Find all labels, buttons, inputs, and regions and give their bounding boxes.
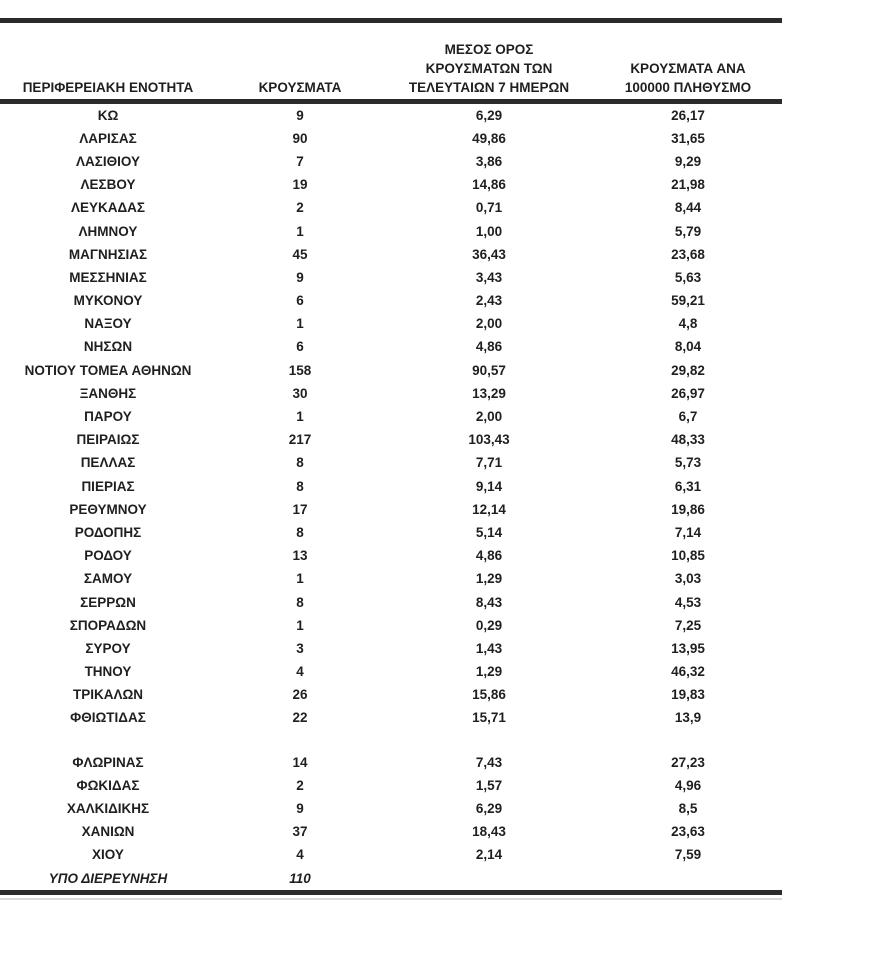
region-cell: ΡΟΔΟΥ xyxy=(84,548,132,564)
avg7-cell: 6,29 xyxy=(475,107,503,123)
region-cell: ΧΑΛΚΙΔΙΚΗΣ xyxy=(66,801,150,817)
cases-cell: 9 xyxy=(296,107,304,123)
table-row xyxy=(0,661,782,684)
per100k-cell: 3,03 xyxy=(674,571,702,587)
cases-cell: 9 xyxy=(296,269,304,285)
cases-cell: 7 xyxy=(296,153,304,169)
avg7-cell: 3,43 xyxy=(475,269,503,285)
region-cell: ΤΗΝΟΥ xyxy=(84,664,132,680)
table-header-row xyxy=(0,21,782,102)
region-cell: ΦΩΚΙΔΑΣ xyxy=(76,777,140,793)
regional-cases-table xyxy=(0,18,782,895)
region-cell: ΠΙΕΡΙΑΣ xyxy=(81,478,135,494)
cases-cell: 37 xyxy=(292,824,308,840)
table-body xyxy=(0,102,782,893)
cases-cell: 17 xyxy=(292,501,308,517)
avg7-cell: 2,43 xyxy=(475,293,503,309)
per100k-cell: 19,83 xyxy=(671,687,705,703)
cases-cell: 217 xyxy=(288,432,312,448)
table-row xyxy=(0,197,782,220)
table-row xyxy=(0,359,782,382)
table-row xyxy=(0,174,782,197)
region-cell: ΣΠΟΡΑΔΩΝ xyxy=(69,617,147,633)
per100k-cell: 7,25 xyxy=(674,617,702,633)
avg7-cell: 0,71 xyxy=(475,200,503,216)
table-row xyxy=(0,475,782,498)
column-header-line: 100000 ΠΛΗΘΥΣΜΟ xyxy=(624,80,752,95)
per100k-cell: 26,17 xyxy=(671,107,705,123)
table-row xyxy=(0,290,782,313)
avg7-cell: 14,86 xyxy=(472,177,506,193)
avg7-cell: 49,86 xyxy=(472,130,506,146)
cases-cell: 19 xyxy=(292,177,308,193)
cases-cell: 2 xyxy=(296,777,304,793)
per100k-cell: 5,79 xyxy=(674,223,702,239)
table-row xyxy=(0,336,782,359)
cases-cell: 14 xyxy=(292,754,308,770)
avg7-cell: 8,43 xyxy=(475,594,503,610)
per100k-cell: 8,04 xyxy=(674,339,702,355)
per100k-cell: 19,86 xyxy=(671,501,705,517)
avg7-cell: 7,43 xyxy=(475,754,503,770)
region-cell: ΛΗΜΝΟΥ xyxy=(78,223,138,239)
cases-cell: 6 xyxy=(296,293,304,309)
region-cell: ΤΡΙΚΑΛΩΝ xyxy=(72,687,144,703)
avg7-cell: 36,43 xyxy=(472,246,506,262)
per100k-cell: 10,85 xyxy=(671,548,705,564)
table-row xyxy=(0,313,782,336)
table-row xyxy=(0,521,782,544)
avg7-cell: 103,43 xyxy=(468,432,510,448)
avg7-cell xyxy=(384,730,594,751)
avg7-cell: 1,29 xyxy=(475,571,503,587)
table-row xyxy=(0,707,782,730)
per100k-cell: 4,8 xyxy=(678,316,698,332)
region-cell: ΝΟΤΙΟΥ ΤΟΜΕΑ ΑΘΗΝΩΝ xyxy=(24,362,192,378)
column-header-per100k xyxy=(594,21,782,102)
avg7-cell: 1,00 xyxy=(475,223,503,239)
column-header-line: ΚΡΟΥΣΜΑΤΩΝ ΤΩΝ xyxy=(425,61,553,76)
region-cell: ΜΑΓΝΗΣΙΑΣ xyxy=(68,246,148,262)
avg7-cell: 0,29 xyxy=(475,617,503,633)
avg7-cell: 18,43 xyxy=(472,824,506,840)
per100k-cell: 6,7 xyxy=(678,409,698,425)
region-cell: ΝΑΞΟΥ xyxy=(84,316,132,332)
per100k-cell: 13,95 xyxy=(671,640,705,656)
cases-cell: 8 xyxy=(296,524,304,540)
table-row xyxy=(0,867,782,893)
per100k-cell: 4,53 xyxy=(674,594,702,610)
region-cell: ΛΑΡΙΣΑΣ xyxy=(79,130,137,146)
cases-cell: 30 xyxy=(292,385,308,401)
cases-cell: 1 xyxy=(296,409,304,425)
per100k-cell: 21,98 xyxy=(671,177,705,193)
table-header xyxy=(0,21,782,102)
table-row xyxy=(0,844,782,867)
per100k-cell: 13,9 xyxy=(674,710,702,726)
avg7-cell: 12,14 xyxy=(472,501,506,517)
cases-cell: 1 xyxy=(296,617,304,633)
avg7-cell: 1,43 xyxy=(475,640,503,656)
avg7-cell: 2,00 xyxy=(475,409,503,425)
region-cell: ΛΕΣΒΟΥ xyxy=(80,177,136,193)
table-row xyxy=(0,220,782,243)
per100k-cell: 7,59 xyxy=(674,847,702,863)
table-row xyxy=(0,821,782,844)
region-cell: ΚΩ xyxy=(97,107,119,123)
table-row xyxy=(0,591,782,614)
spacer-row xyxy=(0,730,782,751)
avg7-cell: 90,57 xyxy=(472,362,506,378)
region-cell: ΧΑΝΙΩΝ xyxy=(81,824,135,840)
region-cell: ΡΟΔΟΠΗΣ xyxy=(74,524,142,540)
avg7-cell: 2,00 xyxy=(475,316,503,332)
region-cell: ΡΕΘΥΜΝΟΥ xyxy=(69,501,147,517)
cases-cell: 3 xyxy=(296,640,304,656)
region-cell: ΣΑΜΟΥ xyxy=(83,571,133,587)
region-cell: ΜΥΚΟΝΟΥ xyxy=(73,293,143,309)
region-cell: ΣΕΡΡΩΝ xyxy=(80,594,136,610)
cases-cell: 1 xyxy=(296,316,304,332)
column-header-line: ΚΡΟΥΣΜΑΤΑ ΑΝΑ xyxy=(630,61,746,76)
per100k-cell: 31,65 xyxy=(671,130,705,146)
table-row xyxy=(0,797,782,820)
region-cell: ΞΑΝΘΗΣ xyxy=(79,385,137,401)
cases-cell: 1 xyxy=(296,571,304,587)
table-row xyxy=(0,774,782,797)
cases-cell: 158 xyxy=(288,362,312,378)
table-row xyxy=(0,498,782,521)
table-row xyxy=(0,127,782,150)
region-cell: ΦΘΙΩΤΙΔΑΣ xyxy=(70,710,146,726)
avg7-cell: 7,71 xyxy=(475,455,503,471)
per100k-cell: 7,14 xyxy=(674,524,702,540)
table-row xyxy=(0,102,782,128)
region-cell xyxy=(0,730,216,751)
per100k-cell xyxy=(594,867,782,893)
table-row xyxy=(0,452,782,475)
cases-cell: 26 xyxy=(292,687,308,703)
per100k-cell: 23,68 xyxy=(671,246,705,262)
table-row xyxy=(0,243,782,266)
column-header-line: ΜΕΣΟΣ ΟΡΟΣ xyxy=(444,42,534,57)
table-row xyxy=(0,266,782,289)
per100k-cell: 48,33 xyxy=(671,432,705,448)
column-header-line: ΠΕΡΙΦΕΡΕΙΑΚΗ ΕΝΟΤΗΤΑ xyxy=(22,80,194,95)
cases-cell: 9 xyxy=(296,801,304,817)
avg7-cell: 1,57 xyxy=(475,777,503,793)
table-row xyxy=(0,545,782,568)
avg7-cell: 9,14 xyxy=(475,478,503,494)
region-cell: ΠΕΙΡΑΙΩΣ xyxy=(76,432,140,448)
cases-cell: 1 xyxy=(296,223,304,239)
region-cell: ΠΕΛΛΑΣ xyxy=(80,455,136,471)
column-header-region xyxy=(0,21,216,102)
per100k-cell xyxy=(594,730,782,751)
avg7-cell xyxy=(384,867,594,893)
avg7-cell: 15,86 xyxy=(472,687,506,703)
avg7-cell: 13,29 xyxy=(472,385,506,401)
cases-cell: 4 xyxy=(296,664,304,680)
per100k-cell: 9,29 xyxy=(674,153,702,169)
table-row xyxy=(0,382,782,405)
per100k-cell: 26,97 xyxy=(671,385,705,401)
cases-cell: 6 xyxy=(296,339,304,355)
cases-cell: 8 xyxy=(296,594,304,610)
per100k-cell: 29,82 xyxy=(671,362,705,378)
per100k-cell: 46,32 xyxy=(671,664,705,680)
cases-cell: 8 xyxy=(296,455,304,471)
cases-cell: 45 xyxy=(292,246,308,262)
region-cell: ΛΕΥΚΑΔΑΣ xyxy=(70,200,146,216)
per100k-cell: 4,96 xyxy=(674,777,702,793)
avg7-cell: 4,86 xyxy=(475,339,503,355)
per100k-cell: 5,73 xyxy=(674,455,702,471)
table-bottom-shadow-line xyxy=(0,898,782,900)
column-header-avg7 xyxy=(384,21,594,102)
region-cell: ΝΗΣΩΝ xyxy=(83,339,133,355)
per100k-cell: 6,31 xyxy=(674,478,702,494)
region-cell: ΥΠΟ ΔΙΕΡΕΥΝΗΣΗ xyxy=(48,870,168,886)
region-cell: ΦΛΩΡΙΝΑΣ xyxy=(72,754,144,770)
avg7-cell: 2,14 xyxy=(475,847,503,863)
table-row xyxy=(0,751,782,774)
cases-cell: 2 xyxy=(296,200,304,216)
table-row xyxy=(0,568,782,591)
per100k-cell: 8,44 xyxy=(674,200,702,216)
per100k-cell: 59,21 xyxy=(671,293,705,309)
column-header-line: ΤΕΛΕΥΤΑΙΩΝ 7 ΗΜΕΡΩΝ xyxy=(408,80,570,95)
avg7-cell: 15,71 xyxy=(472,710,506,726)
per100k-cell: 27,23 xyxy=(671,754,705,770)
table-row xyxy=(0,637,782,660)
region-cell: ΛΑΣΙΘΙΟΥ xyxy=(76,153,140,169)
table-row xyxy=(0,429,782,452)
avg7-cell: 1,29 xyxy=(475,664,503,680)
avg7-cell: 4,86 xyxy=(475,548,503,564)
cases-cell: 4 xyxy=(296,847,304,863)
per100k-cell: 8,5 xyxy=(678,801,698,817)
column-header-line: ΚΡΟΥΣΜΑΤΑ xyxy=(258,80,342,95)
per100k-cell: 5,63 xyxy=(674,269,702,285)
avg7-cell: 6,29 xyxy=(475,801,503,817)
region-cell: ΣΥΡΟΥ xyxy=(85,640,131,656)
cases-cell: 8 xyxy=(296,478,304,494)
avg7-cell: 3,86 xyxy=(475,153,503,169)
table-row xyxy=(0,684,782,707)
region-cell: ΧΙΟΥ xyxy=(92,847,124,863)
table-row xyxy=(0,150,782,173)
cases-cell xyxy=(216,730,384,751)
table-row xyxy=(0,614,782,637)
cases-cell: 90 xyxy=(292,130,308,146)
cases-cell: 22 xyxy=(292,710,308,726)
column-header-cases xyxy=(216,21,384,102)
per100k-cell: 23,63 xyxy=(671,824,705,840)
cases-cell: 13 xyxy=(292,548,308,564)
avg7-cell: 5,14 xyxy=(475,524,503,540)
region-cell: ΜΕΣΣΗΝΙΑΣ xyxy=(69,269,147,285)
region-cell: ΠΑΡΟΥ xyxy=(84,409,132,425)
cases-cell: 110 xyxy=(289,870,311,886)
table-row xyxy=(0,405,782,428)
